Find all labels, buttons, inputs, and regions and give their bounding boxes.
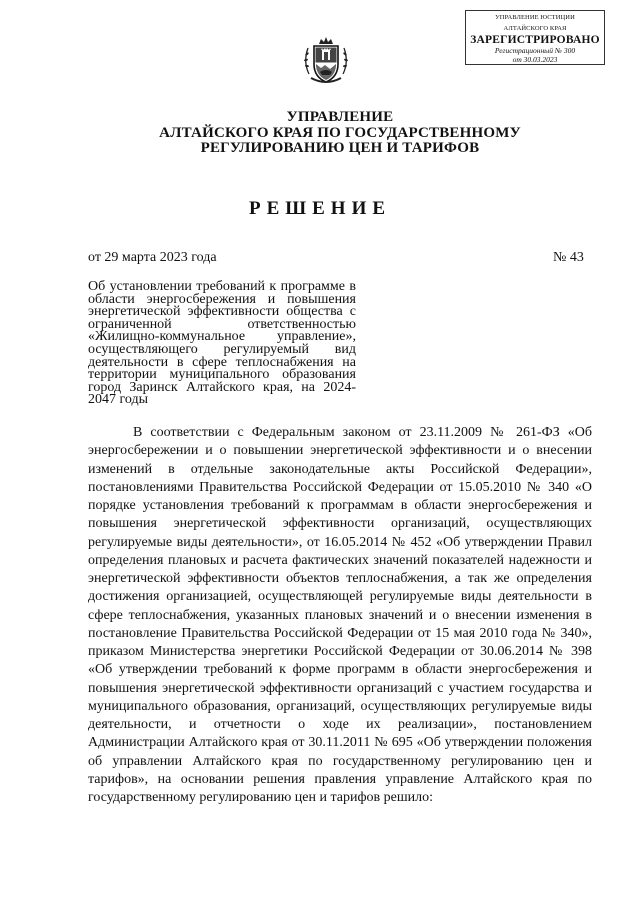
stamp-authority-line1: УПРАВЛЕНИЕ ЮСТИЦИИ	[495, 14, 575, 21]
stamp-reg-number: Регистрационный № 300	[494, 46, 576, 55]
stamp-authority-line2: АЛТАЙСКОГО КРАЯ	[503, 25, 567, 32]
coat-of-arms-icon	[299, 34, 353, 88]
document-type-title: РЕШЕНИЕ	[248, 198, 392, 219]
stamp-reg-date: от 30.03.2023	[512, 54, 558, 64]
agency-line3: РЕГУЛИРОВАНИЮ ЦЕН И ТАРИФОВ	[200, 140, 480, 156]
agency-name	[100, 110, 580, 157]
document-subject: Об установлении требований к программе в области энергосбережения и повышения энергетической эффективности общества с ограниченной ответственностью «Жилищно-коммунальное управление», осуществляющего регулируемый вид деятельности в сфере теплоснабжения на территории муниципального образования город Заринск Алтайского края, на 2024-2047 годы	[88, 279, 356, 408]
document-number: № 43	[553, 250, 584, 265]
agency-line2: АЛТАЙСКОГО КРАЯ ПО ГОСУДАРСТВЕННОМУ	[159, 124, 521, 141]
document-date: от 29 марта 2023 года	[88, 250, 217, 265]
document-body-paragraph: В соответствии с Федеральным законом от 23.11.2009 № 261-ФЗ «Об энергосбережении и о повышении энергетической эффективности и о внесении изменений в отдельные законодательные акты Российской Федерации», постановлениями Правительства Российской Федерации от 15.05.2010 № 340 «О порядке установления требований к программам в области энергосбережения и повышения энергетической эффективности организаций, осуществляющих регулируемые виды деятельности», от 16.05.2014 № 452 «Об утверждении Правил определения плановых и расчета фактических значений показателей надежности и энергетической эффективности объектов теплоснабжения, а так же определения достижения организацией, осуществляющей регулируемые виды деятельности в сфере теплоснабжения, указанных плановых значений и о внесении изменения в постановление Правительства Российской Федерации от 15 мая 2010 года № 340», приказом Министерства энергетики Российской Федерации от 30.06.2014 № 398 «Об утверждении требований к форме программ в области энергосбережения и повышения энергетической эффективности организаций с участием государства и муниципального образования, организаций, осуществляющих регулируемые виды деятельности, и отчетности о ходе их реализации», постановлением Администрации Алтайского края от 30.11.2011 № 695 «Об утверждении положения об управлении Алтайского края по государственному регулированию цен и тарифов», на основании решения правления управление Алтайского края по государственному регулированию цен и тарифов решило:	[88, 425, 592, 805]
registration-stamp	[465, 10, 605, 65]
stamp-status: ЗАРЕГИСТРИРОВАНО	[470, 34, 600, 46]
agency-line1: УПРАВЛЕНИЕ	[286, 109, 394, 125]
